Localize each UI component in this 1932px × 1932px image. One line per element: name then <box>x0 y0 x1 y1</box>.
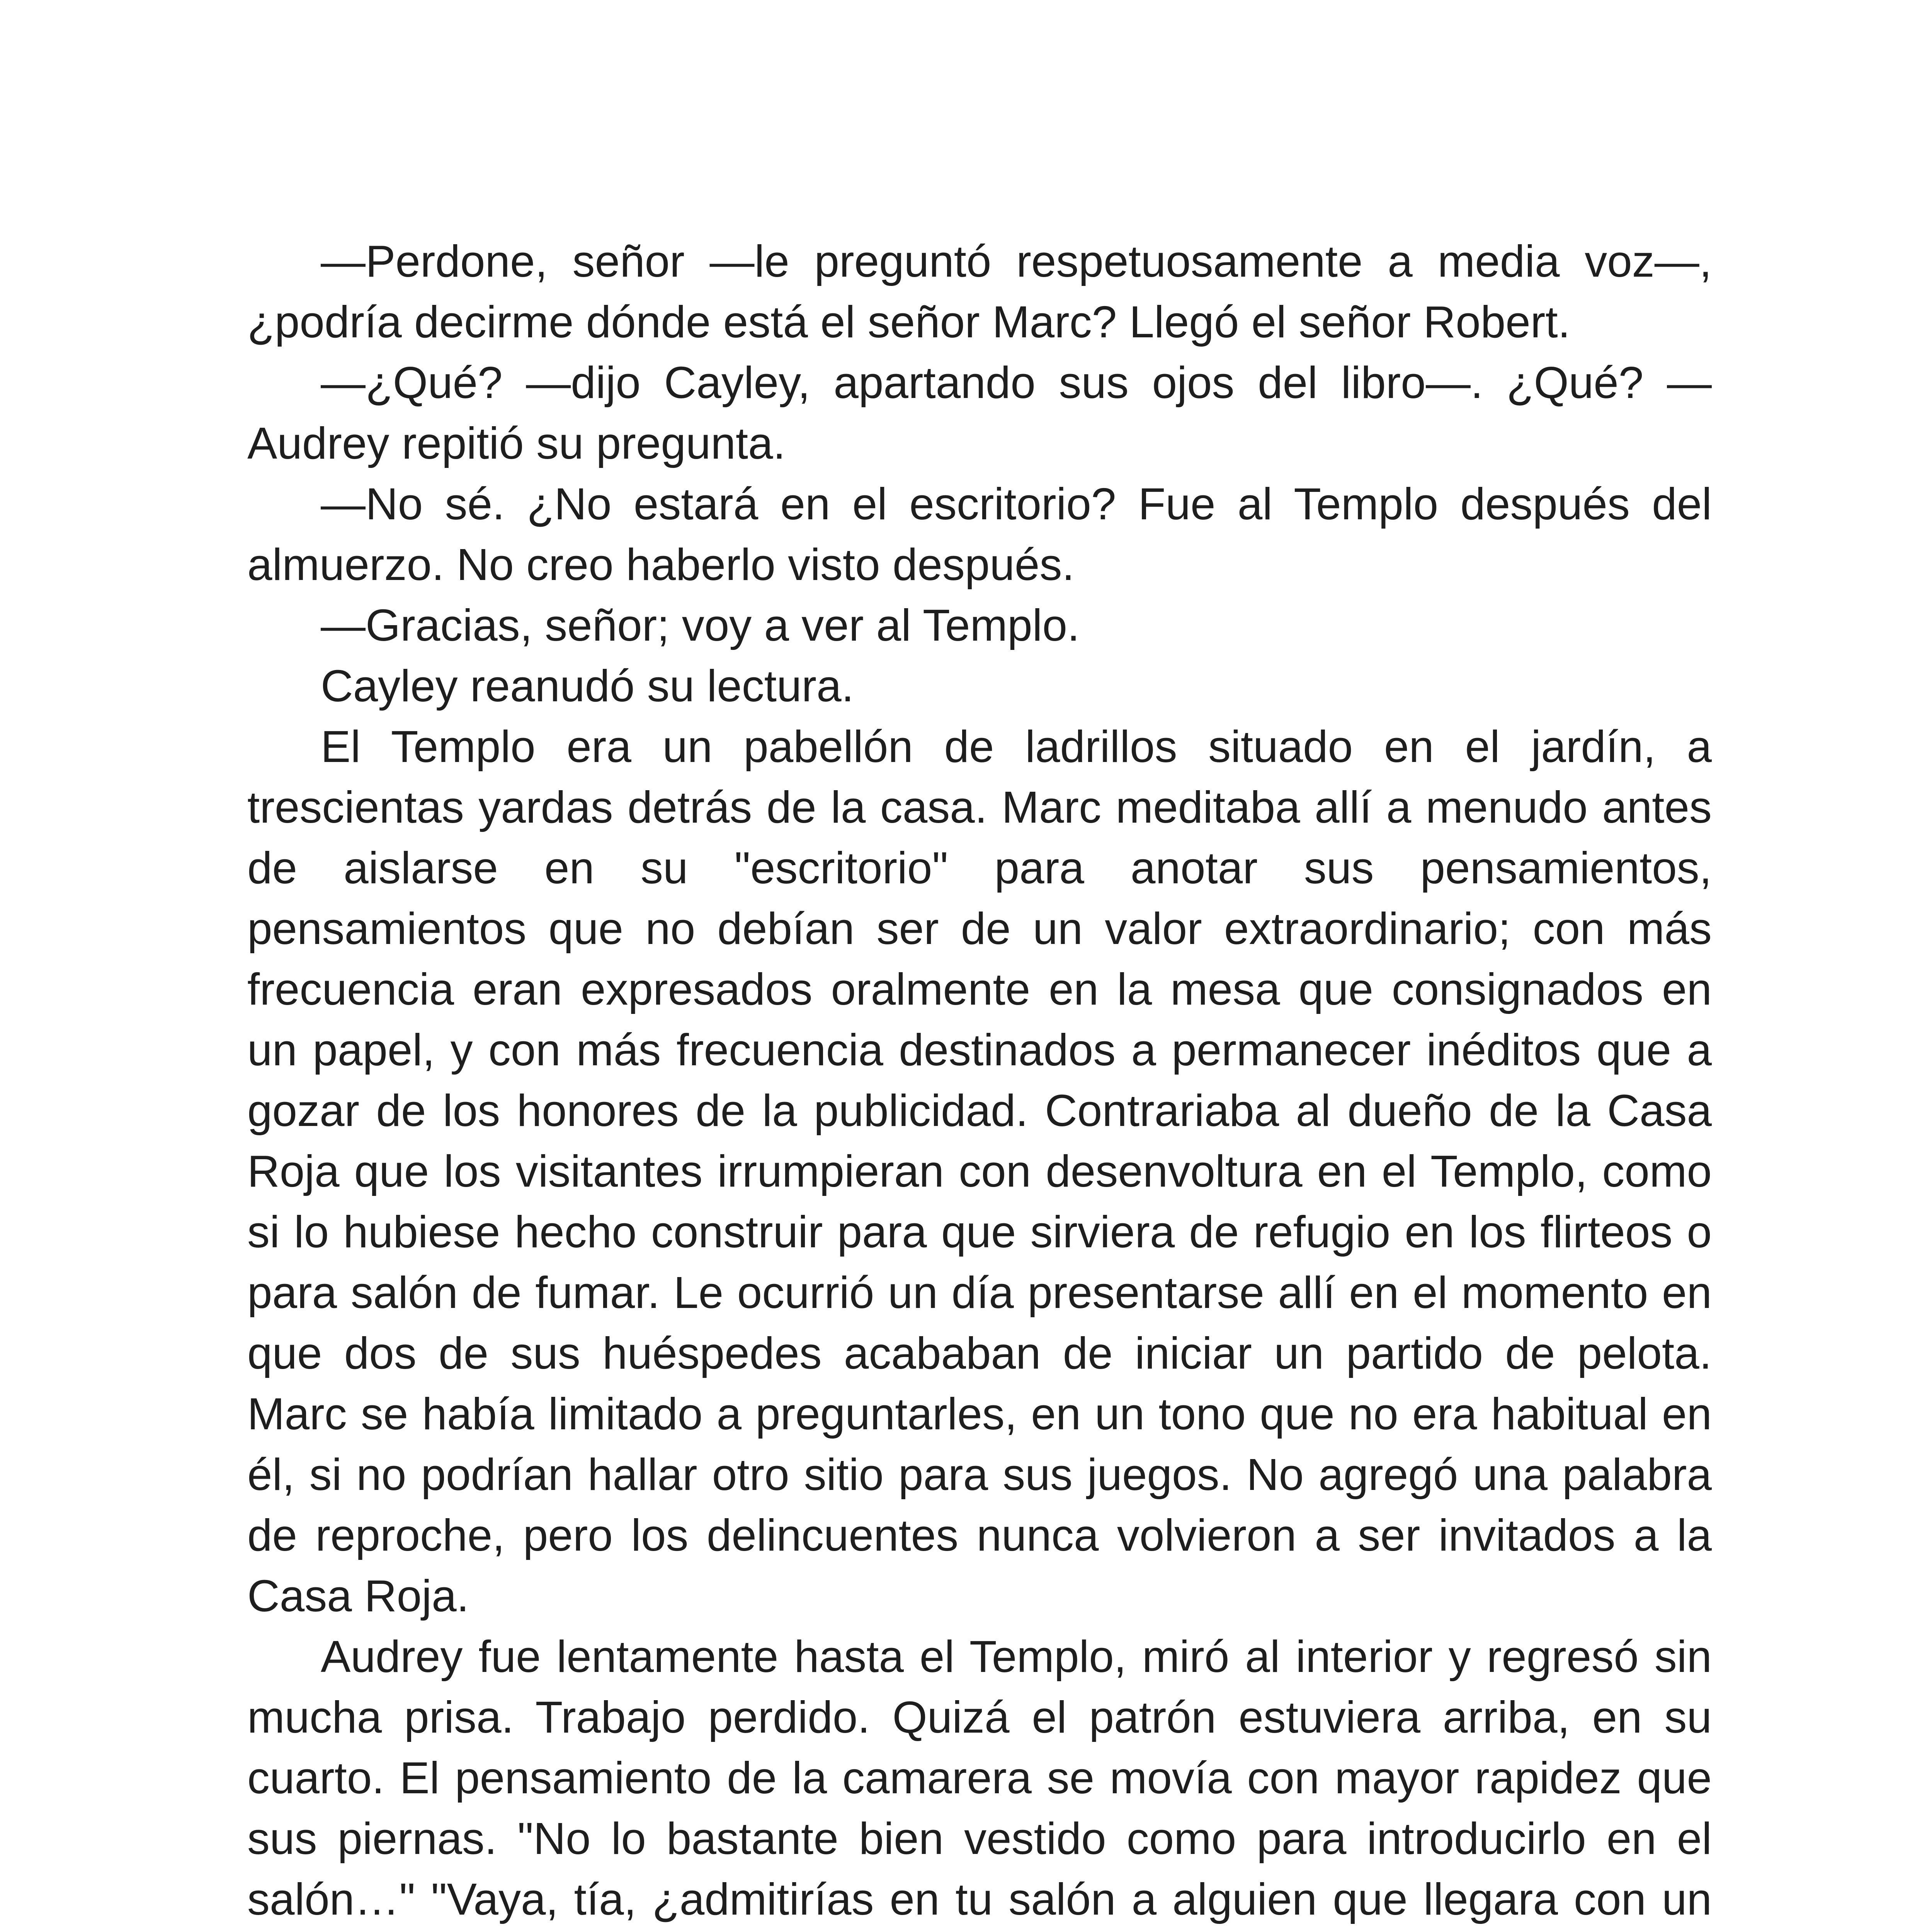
paragraph-2: —¿Qué? —dijo Cayley, apartando sus ojos del libro—. ¿Qué? —Audrey repitió su pregunta. <box>247 357 1712 468</box>
paragraph-7: Audrey fue lentamente hasta el Templo, miró al interior y regresó sin mucha prisa. Trabajo perdido. Quizá el patrón estuviera arriba, en su cuarto. El pensamiento de la camarera se movía con mayor rapidez que sus piernas. "No lo bastante bien vestido como para introducirlo en el salón…" "Vaya, tía, ¿admitirías en tu salón a alguien que llegara con un <box>247 1631 1712 1924</box>
paragraph-1: —Perdone, señor —le preguntó respetuosamente a media voz—, ¿podría decirme dónde está el señor Marc? Llegó el señor Robert. <box>247 236 1712 347</box>
paragraph-5: Cayley reanudó su lectura. <box>321 661 854 711</box>
paragraph-3: —No sé. ¿No estará en el escritorio? Fue al Templo después del almuerzo. No creo haberlo visto después. <box>247 479 1712 590</box>
paragraph-4: —Gracias, señor; voy a ver al Templo. <box>321 600 1080 650</box>
paragraph-6: El Templo era un pabellón de ladrillos situado en el jardín, a trescientas yardas detrás de la casa. Marc meditaba allí a menudo antes de aislarse en su "escritorio" para anotar sus pensamientos, pensamientos que no debían ser de un valor extraordinario; con más frecuencia eran expresados oralmente en la mesa que consignados en un papel, y con más frecuencia destinados a permanecer inéditos que a gozar de los honores de la publicidad. Contrariaba al dueño de la Casa Roja que los visitantes irrumpieran con desenvoltura en el Templo, como si lo hubiese hecho construir para que sirviera de refugio en los flirteos o para salón de fumar. Le ocurrió un día presentarse allí en el momento en que dos de sus huéspedes acababan de iniciar un partido de pelota. Marc se había limitado a preguntarles, en un tono que no era habitual en él, si no podrían hallar otro sitio para sus juegos. No agregó una palabra de reproche, pero los delincuentes nunca volvieron a ser invitados a la Casa Roja. <box>247 721 1712 1621</box>
page-text <box>247 231 1712 1932</box>
